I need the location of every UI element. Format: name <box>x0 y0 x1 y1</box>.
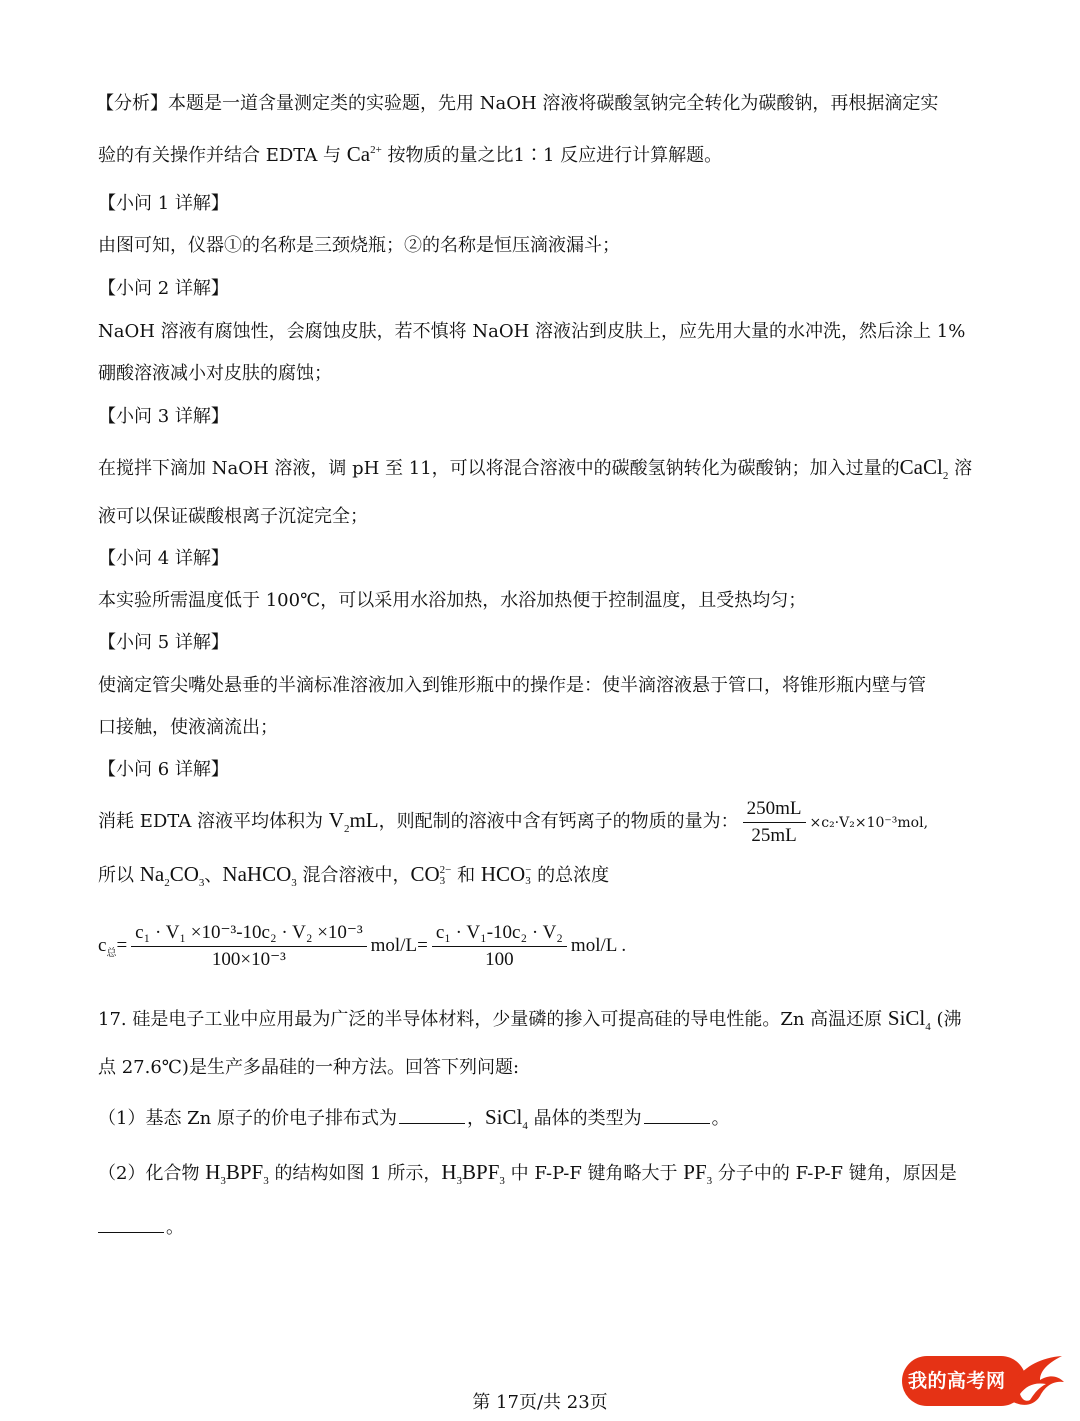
equation-fraction-1: $\frac{\text{c₁ · V₁ ×10⁻³-10c₂ · V₂ ×10⁻³}}{\text{100×10⁻³}}$ <box>131 922 366 971</box>
h3bpf3-formula: $H_3BPF_3$ <box>205 1160 269 1188</box>
nahco3-formula: NaHCO$_3$ <box>222 862 297 890</box>
carbonate-ion: CO 2− 3 <box>410 862 452 888</box>
q6-text-2: 所以 $Na_2CO_3$、NaHCO$_3$ 混合溶液中，CO 2− 3 和 HCO − 3 的总浓度 <box>98 862 610 890</box>
q3-text-2: 液可以保证碳酸根离子沉淀完全； <box>98 506 368 527</box>
logo-text: 我的高考网 <box>908 1370 1006 1392</box>
q17-line-2: 点 27.6℃)是生产多晶硅的一种方法。回答下列问题: <box>98 1057 520 1078</box>
page-number: 第 17页/共 23页 <box>472 1392 608 1413</box>
h3bpf3-formula-2: $H_3BPF_3$ <box>441 1160 505 1188</box>
site-logo <box>898 1350 1070 1414</box>
pf3-formula: $PF_3$ <box>683 1160 713 1188</box>
q5-text-1: 使滴定管尖嘴处悬垂的半滴标准溶液加入到锥形瓶中的操作是：使半滴溶液悬于管口，将锥形瓶内壁与管 <box>98 675 926 696</box>
equation-fraction-2: $\frac{\text{c₁ · V₁-10c₂ · V₂}}{100}$ <box>432 922 567 971</box>
q4-text: 本实验所需温度低于 100℃，可以采用水浴加热，水浴加热便于控制温度，且受热均匀； <box>98 590 807 611</box>
q17-part-1: （1）基态 Zn 原子的价电子排布式为 ，SiCl$_4$ 晶体的类型为 。 <box>98 1105 730 1133</box>
q6-heading: 【小问 6 详解】 <box>98 759 229 780</box>
q3-heading: 【小问 3 详解】 <box>98 406 229 427</box>
cacl2-formula: CaCl$_2$ <box>899 455 949 483</box>
q17-line-1: 17. 硅是电子工业中应用最为广泛的半导体材料，少量磷的掺入可提高硅的导电性能。Zn 高温还原 SiCl$_4$ (沸 <box>98 1006 962 1034</box>
q2-text-1: NaOH 溶液有腐蚀性，会腐蚀皮肤，若不慎将 NaOH 溶液沾到皮肤上，应先用大量的水冲洗，然后涂上 1% <box>98 321 966 342</box>
answer-blank-1 <box>399 1105 465 1124</box>
na2co3-formula: $Na_2CO_3$ <box>139 862 205 890</box>
calcium-ion: $Ca^{2+}$ <box>346 142 382 166</box>
v2-volume: $V_2mL$ <box>328 808 379 836</box>
q4-heading: 【小问 4 详解】 <box>98 548 229 569</box>
sicl4-formula: SiCl$_4$ <box>887 1006 931 1034</box>
bicarbonate-ion: HCO − 3 <box>480 862 532 888</box>
moles-expression: ×c₂·V₂×10⁻³mol, <box>809 815 929 831</box>
answer-blank-2 <box>644 1105 710 1124</box>
q2-heading: 【小问 2 详解】 <box>98 278 229 299</box>
analysis-text: 验的有关操作并结合 EDTA 与 <box>98 145 347 166</box>
q1-heading: 【小问 1 详解】 <box>98 193 229 214</box>
analysis-text-end: 按物质的量之比1∶1 反应进行计算解题。 <box>381 145 723 166</box>
q1-text: 由图可知，仪器①的名称是三颈烧瓶；②的名称是恒压滴液漏斗； <box>98 235 620 256</box>
flame-icon <box>1006 1350 1068 1412</box>
q2-text-2: 硼酸溶液减小对皮肤的腐蚀； <box>98 363 332 384</box>
q17-part-2: （2）化合物 $H_3BPF_3$ 的结构如图 1 所示，$H_3BPF_3$ 中 F-P-F 键角略大于 $PF_3$ 分子中的 F-P-F 键角，原因是 <box>98 1160 957 1188</box>
answer-blank-3 <box>98 1214 164 1233</box>
q5-text-2: 口接触，使液滴流出； <box>98 717 278 738</box>
q3-text-1: 在搅拌下滴加 NaOH 溶液，调 pH 至 11，可以将混合溶液中的碳酸氢钠转化为碳酸钠；加入过量的CaCl$_2$ 溶 <box>98 455 973 483</box>
q5-heading: 【小问 5 详解】 <box>98 632 229 653</box>
analysis-line-1: 【分析】本题是一道含量测定类的实验题，先用 NaOH 溶液将碳酸氢钠完全转化为碳酸钠，再根据滴定实 <box>96 93 939 114</box>
dilution-fraction: $\frac{250mL}{25mL}$ <box>743 798 806 847</box>
analysis-line-2 <box>98 142 984 168</box>
concentration-equation: $c_总=$ $\frac{\text{c₁ · V₁ ×10⁻³-10c₂ · V₂ ×10⁻³}}{\text{100×10⁻³}}$ mol/L= $\frac{\text{c₁ · V₁-10c₂ · V₂}}{100}$ mol/L . <box>98 922 627 971</box>
sicl4-formula-2: SiCl$_4$ <box>485 1105 528 1133</box>
q6-text-1: 消耗 EDTA 溶液平均体积为 $V_2mL$，则配制的溶液中含有钙离子的物质的量为： $\frac{250mL}{25mL}$ ×c₂·V₂×10⁻³mol, <box>98 797 929 846</box>
q17-part-2-end: 。 <box>98 1214 984 1240</box>
